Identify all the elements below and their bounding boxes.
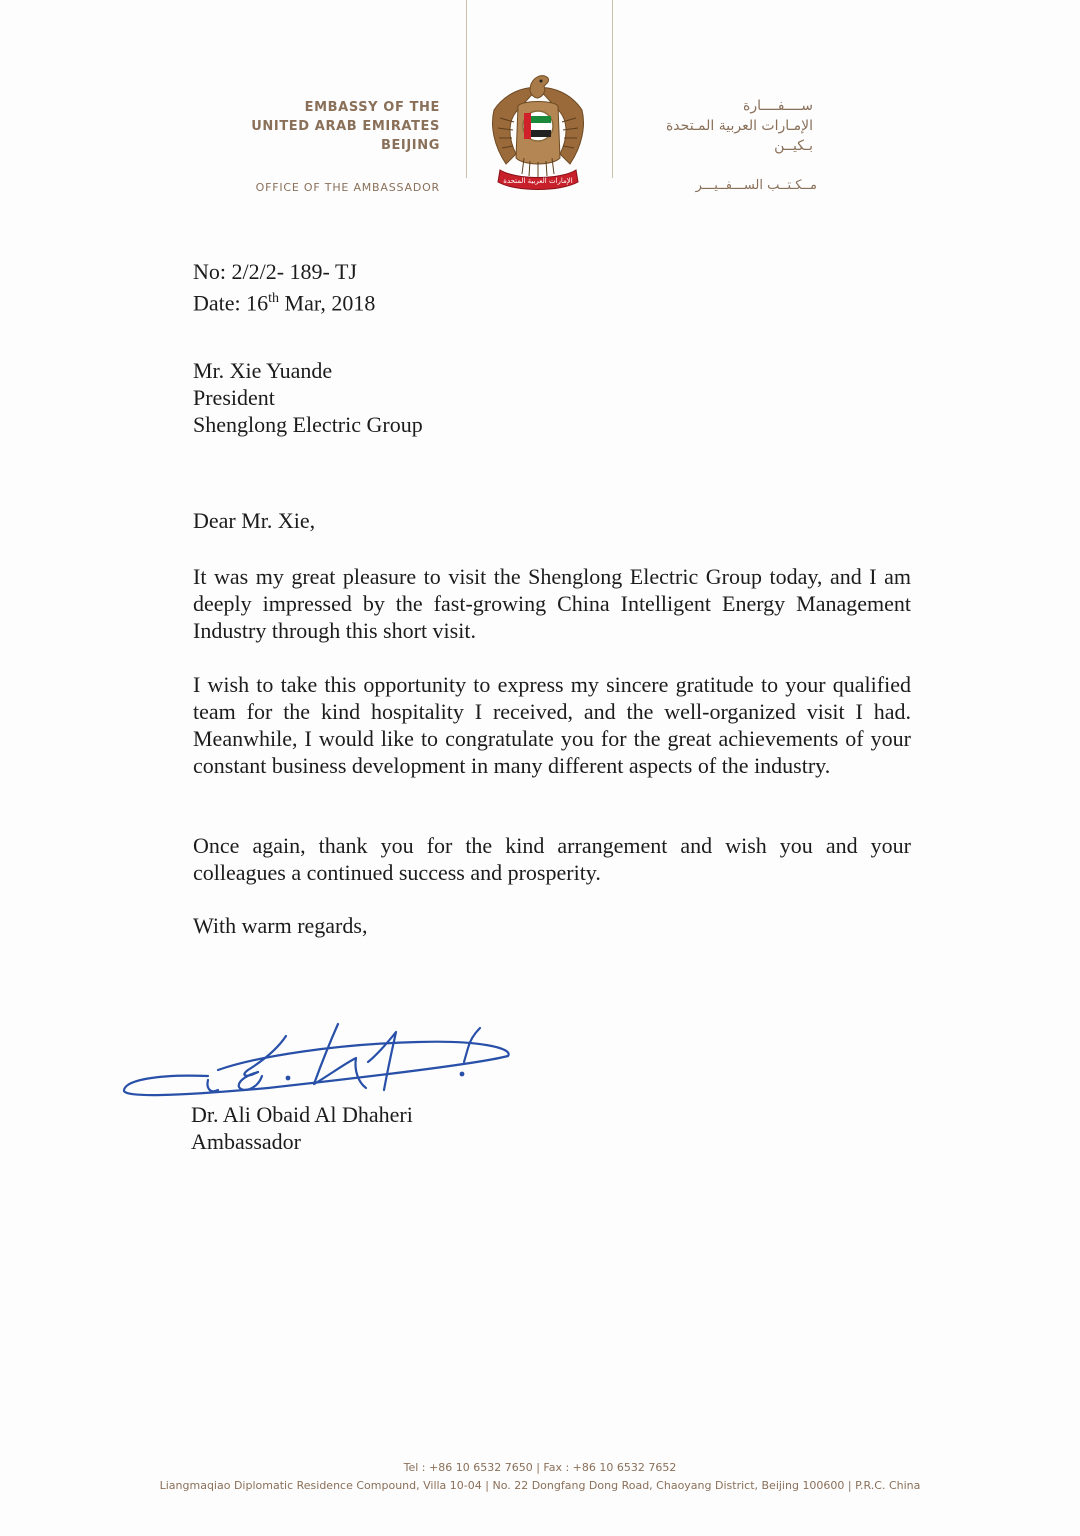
reference-block [193, 258, 911, 316]
signer-name: Dr. Ali Obaid Al Dhaheri [191, 1102, 413, 1127]
emblem-ribbon-text: الإمارات العربية المتحدة [503, 177, 573, 185]
footer-address: Liangmaqiao Diplomatic Residence Compound, Villa 10-04 | No. 22 Dongfang Dong Road, Chaoyang District, Beijing 100600 | P.R.C. China [159, 1479, 921, 1492]
date-prefix: Date: 16 [193, 290, 269, 316]
letterhead-arabic [637, 96, 813, 156]
letterhead-divider-right [612, 0, 613, 178]
letterhead-english-line: BEIJING [380, 138, 440, 153]
closing: With warm regards, [193, 913, 368, 938]
letterhead-english [251, 98, 440, 155]
letterhead-divider-left [466, 0, 467, 178]
recipient-name: Mr. Xie Yuande [193, 358, 333, 383]
reference-number: No: 2/2/2- 189- TJ [193, 259, 357, 284]
office-label-arabic: مــكـتــب الســـفــيـــر [695, 178, 817, 193]
recipient-organization: Shenglong Electric Group [193, 412, 423, 437]
date-suffix-sup: th [268, 291, 280, 306]
body-paragraph: It was my great pleasure to visit the Shenglong Electric Group today, and I am deeply impressed by the fast-growing China Intelligent Energy Management Industry through this short visit. [193, 564, 911, 643]
date-rest: Mar, 2018 [279, 290, 376, 316]
letter-date [193, 285, 911, 316]
office-label-english: OFFICE OF THE AMBASSADOR [255, 181, 440, 194]
letterhead-arabic-line: بـكيــن [774, 138, 813, 154]
letterhead-arabic-line: الإمـارات العربية المـتحدة [665, 118, 813, 134]
recipient-title: President [193, 385, 275, 410]
letterhead-english-line: EMBASSY OF THE [304, 100, 440, 115]
body-paragraph: I wish to take this opportunity to express my sincere gratitude to your qualified team for the kind hospitality I received, and the well-organized visit I had. Meanwhile, I would like to congratulate you for the great achievements of your constant business development in many different aspects of the industry. [193, 672, 911, 778]
salutation: Dear Mr. Xie, [193, 508, 316, 533]
recipient-block [193, 357, 911, 438]
handwritten-signature [118, 1018, 518, 1104]
letterhead-arabic-line: ســــفــــارة [743, 98, 813, 114]
footer-contact: Tel : +86 10 6532 7650 | Fax : +86 10 6532 7652 [403, 1461, 677, 1474]
body-paragraph: Once again, thank you for the kind arrangement and wish you and your colleagues a continued success and prosperity. [193, 833, 911, 885]
uae-emblem-icon [486, 66, 590, 194]
signer-title: Ambassador [191, 1129, 301, 1154]
letterhead-english-line: UNITED ARAB EMIRATES [251, 119, 440, 134]
signer-block [191, 1101, 413, 1155]
